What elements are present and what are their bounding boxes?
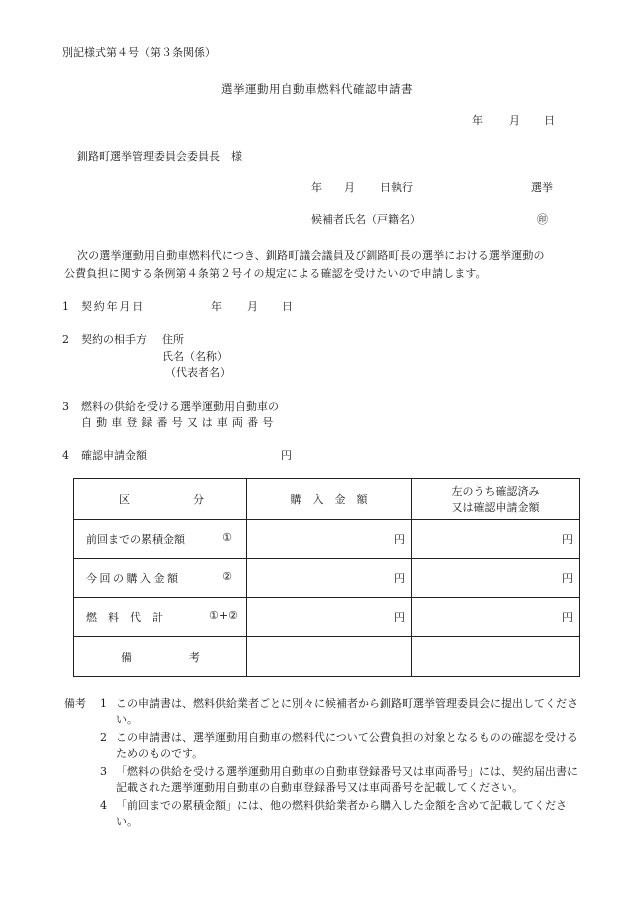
note-text: 「燃料の供給を受ける選挙運動用自動車の自動車登録番号又は車両番号」には、契約届出書に記載された選挙運動用自動車の自動車登録番号又は車両番号を記載してください。 (116, 765, 578, 794)
election-month: 月 (344, 181, 355, 194)
body-text-line-1: 次の選挙運動用自動車燃料代につき、釧路町議会議員及び釧路町長の選挙における選挙運動の (77, 249, 545, 262)
purchase-amount-cell[interactable] (247, 598, 412, 637)
header-category-b: 分 (193, 493, 204, 506)
addressee: 釧路町選挙管理委員会委員長 様 (77, 150, 242, 163)
item2-representative: （代表者名） (165, 366, 231, 379)
table-row (74, 559, 580, 598)
item4-unit: 円 (281, 449, 292, 462)
row-label (74, 598, 247, 637)
yen-unit: 円 (562, 611, 573, 624)
yen-unit: 円 (394, 533, 405, 546)
remarks-cell[interactable] (247, 637, 412, 677)
confirmed-amount-cell[interactable] (412, 559, 580, 598)
note-item (64, 696, 584, 728)
date-day: 日 (544, 114, 555, 127)
header-confirmed-line-1: 左のうち確認済み (451, 485, 540, 498)
header-category-a: 区 (119, 493, 130, 506)
item1-month: 月 (247, 300, 258, 313)
item2-number: 2 (62, 333, 69, 346)
seal-mark: ㊞ (537, 213, 548, 226)
row-label (74, 520, 247, 559)
fuel-cost-table (73, 478, 580, 677)
note-text: この申請書は、選挙運動用自動車の燃料代について公費負担の対象となるものの確認を受けるためのものです。 (116, 731, 578, 760)
row-label-mark: ①+② (209, 609, 238, 622)
note-number: 1 (100, 697, 107, 710)
purchase-amount-cell[interactable] (247, 520, 412, 559)
item4-label: 確認申請金額 (81, 449, 147, 462)
form-label: 別記様式第４号（第３条関係） (62, 46, 216, 59)
yen-unit: 円 (394, 572, 405, 585)
header-confirmed-line-2: 又は確認申請金額 (451, 501, 540, 514)
election-day: 日執行 (380, 181, 413, 194)
table-row (74, 520, 580, 559)
note-text: この申請書は、燃料供給業者ごとに別々に候補者から釧路町選挙管理委員会に提出してください。 (116, 697, 578, 726)
notes-section (64, 696, 584, 830)
yen-unit: 円 (394, 611, 405, 624)
remarks-label-b: 考 (189, 650, 200, 664)
purchase-amount-cell[interactable] (247, 559, 412, 598)
row-label-text: 今回の購入金額 (86, 572, 181, 585)
table-header-row (74, 479, 580, 520)
item1-number: 1 (62, 300, 69, 313)
header-confirmed-amount (412, 479, 580, 520)
item3-line-2: 自動車登録番号又は車両番号 (81, 416, 278, 429)
confirmed-amount-cell[interactable] (412, 598, 580, 637)
date-year: 年 (472, 114, 483, 127)
item1-label: 契約年月日 (81, 300, 145, 313)
note-number: 2 (100, 731, 107, 744)
row-label-text: 燃 料 代 計 (86, 611, 163, 624)
election-year: 年 (311, 181, 322, 194)
item4-number: 4 (62, 449, 69, 462)
remarks-label (74, 637, 247, 677)
row-label (74, 559, 247, 598)
body-text-line-2: 公費負担に関する条例第４条第２号イの規定による確認を受けたいので申請します。 (64, 267, 487, 280)
date-month: 月 (509, 114, 520, 127)
note-number: 3 (100, 765, 107, 778)
header-purchase-amount: 購 入 金 額 (247, 479, 412, 520)
note-item (64, 764, 584, 796)
candidate-name-label: 候補者氏名（戸籍名） (311, 213, 421, 226)
item1-year: 年 (211, 300, 222, 313)
notes-heading: 備考 (64, 697, 86, 710)
page-title: 選挙運動用自動車燃料代確認申請書 (221, 82, 413, 96)
header-category (74, 479, 247, 520)
remarks-cell[interactable] (412, 637, 580, 677)
item3-line-1: 燃料の供給を受ける選挙運動用自動車の (81, 400, 279, 413)
item1-day: 日 (282, 300, 293, 313)
note-text: 「前回までの累積金額」には、他の燃料供給業者から購入した金額を含めて記載してください。 (116, 799, 567, 828)
table-row (74, 598, 580, 637)
yen-unit: 円 (562, 572, 573, 585)
note-item (64, 730, 584, 762)
remarks-label-a: 備 (121, 650, 132, 664)
election-type: 選挙 (531, 181, 553, 194)
note-number: 4 (100, 799, 107, 812)
row-label-text: 前回までの累積金額 (86, 533, 185, 546)
row-label-mark: ① (222, 531, 232, 544)
note-item (64, 798, 584, 830)
confirmed-amount-cell[interactable] (412, 520, 580, 559)
item2-address: 住所 (162, 333, 184, 346)
item2-name: 氏名（名称） (162, 350, 228, 363)
yen-unit: 円 (562, 533, 573, 546)
item2-label: 契約の相手方 (81, 333, 147, 346)
row-label-mark: ② (222, 570, 232, 583)
item3-number: 3 (62, 400, 69, 413)
remarks-row (74, 637, 580, 677)
